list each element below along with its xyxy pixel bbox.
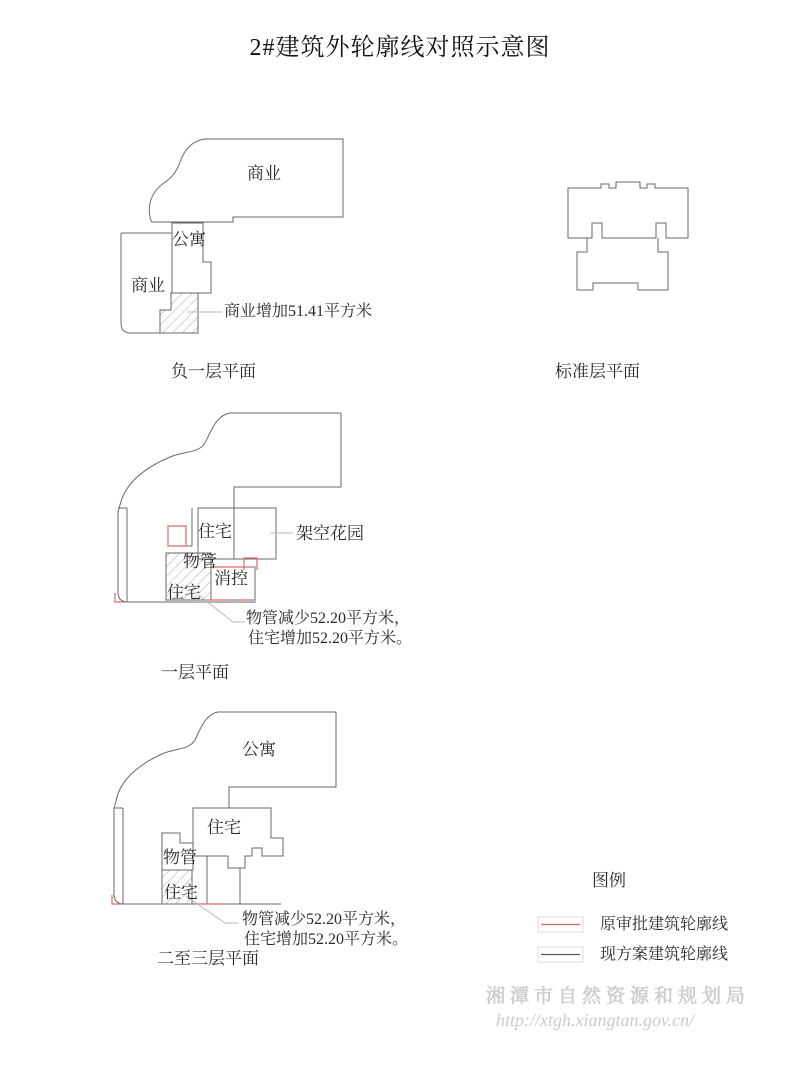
basement-label-commercial-left: 商业 (131, 276, 165, 295)
legend-title: 图例 (592, 871, 626, 890)
floors23-label-residence-bottom: 住宅 (164, 883, 198, 902)
standard-floor-lower-outline-path (577, 238, 668, 290)
floors23-label-apartment: 公寓 (242, 740, 276, 759)
firstfloor-annotation-line2: 住宅增加52.20平方米。 (248, 630, 413, 647)
firstfloor-label-property: 物管 (183, 552, 217, 571)
standard-caption: 标准层平面 (555, 362, 640, 381)
legend-item-approved-label: 原审批建筑轮廓线 (600, 916, 729, 933)
legend-item-current-label: 现方案建筑轮廓线 (600, 946, 729, 963)
floors23-inner-lines-path (207, 856, 240, 904)
watermark-url: http://xtgh.xiangtan.gov.cn/ (496, 1010, 695, 1030)
floors23-label-property: 物管 (163, 848, 197, 867)
floors23-approved-corner-path (112, 895, 122, 904)
page-title: 2#建筑外轮廓线对照示意图 (249, 35, 551, 61)
floors23-caption: 二至三层平面 (157, 949, 259, 968)
floors23-annotation-line1: 物管减少52.20平方米， (242, 911, 407, 928)
basement-label-commercial-top: 商业 (247, 164, 281, 183)
floors23-annotation-line2: 住宅增加52.20平方米。 (244, 931, 409, 948)
floors23-wall-strip-path (114, 808, 123, 904)
basement-label-apartment: 公寓 (172, 230, 206, 249)
firstfloor-label-residence-bottom: 住宅 (167, 583, 201, 602)
basement-added-area-hatch (160, 293, 198, 333)
floors23-label-residence-top: 住宅 (207, 818, 241, 837)
watermark-org: 湘潭市自然资源和规划局 (486, 986, 751, 1007)
first-floor-approved-square-path (168, 526, 186, 546)
standard-floor-outline-path (568, 182, 688, 238)
firstfloor-caption: 一层平面 (161, 663, 229, 682)
basement-annotation: 商业增加51.41平方米 (224, 303, 373, 320)
firstfloor-label-residence-top: 住宅 (198, 522, 232, 541)
firstfloor-label-garden: 架空花园 (296, 524, 364, 543)
legend-swatches (538, 917, 583, 962)
firstfloor-annotation-line1: 物管减少52.20平方米， (246, 610, 411, 627)
first-floor-approved-corner-path (115, 593, 125, 602)
basement-caption: 负一层平面 (171, 362, 256, 381)
firstfloor-label-firecontrol: 消控 (214, 569, 248, 588)
